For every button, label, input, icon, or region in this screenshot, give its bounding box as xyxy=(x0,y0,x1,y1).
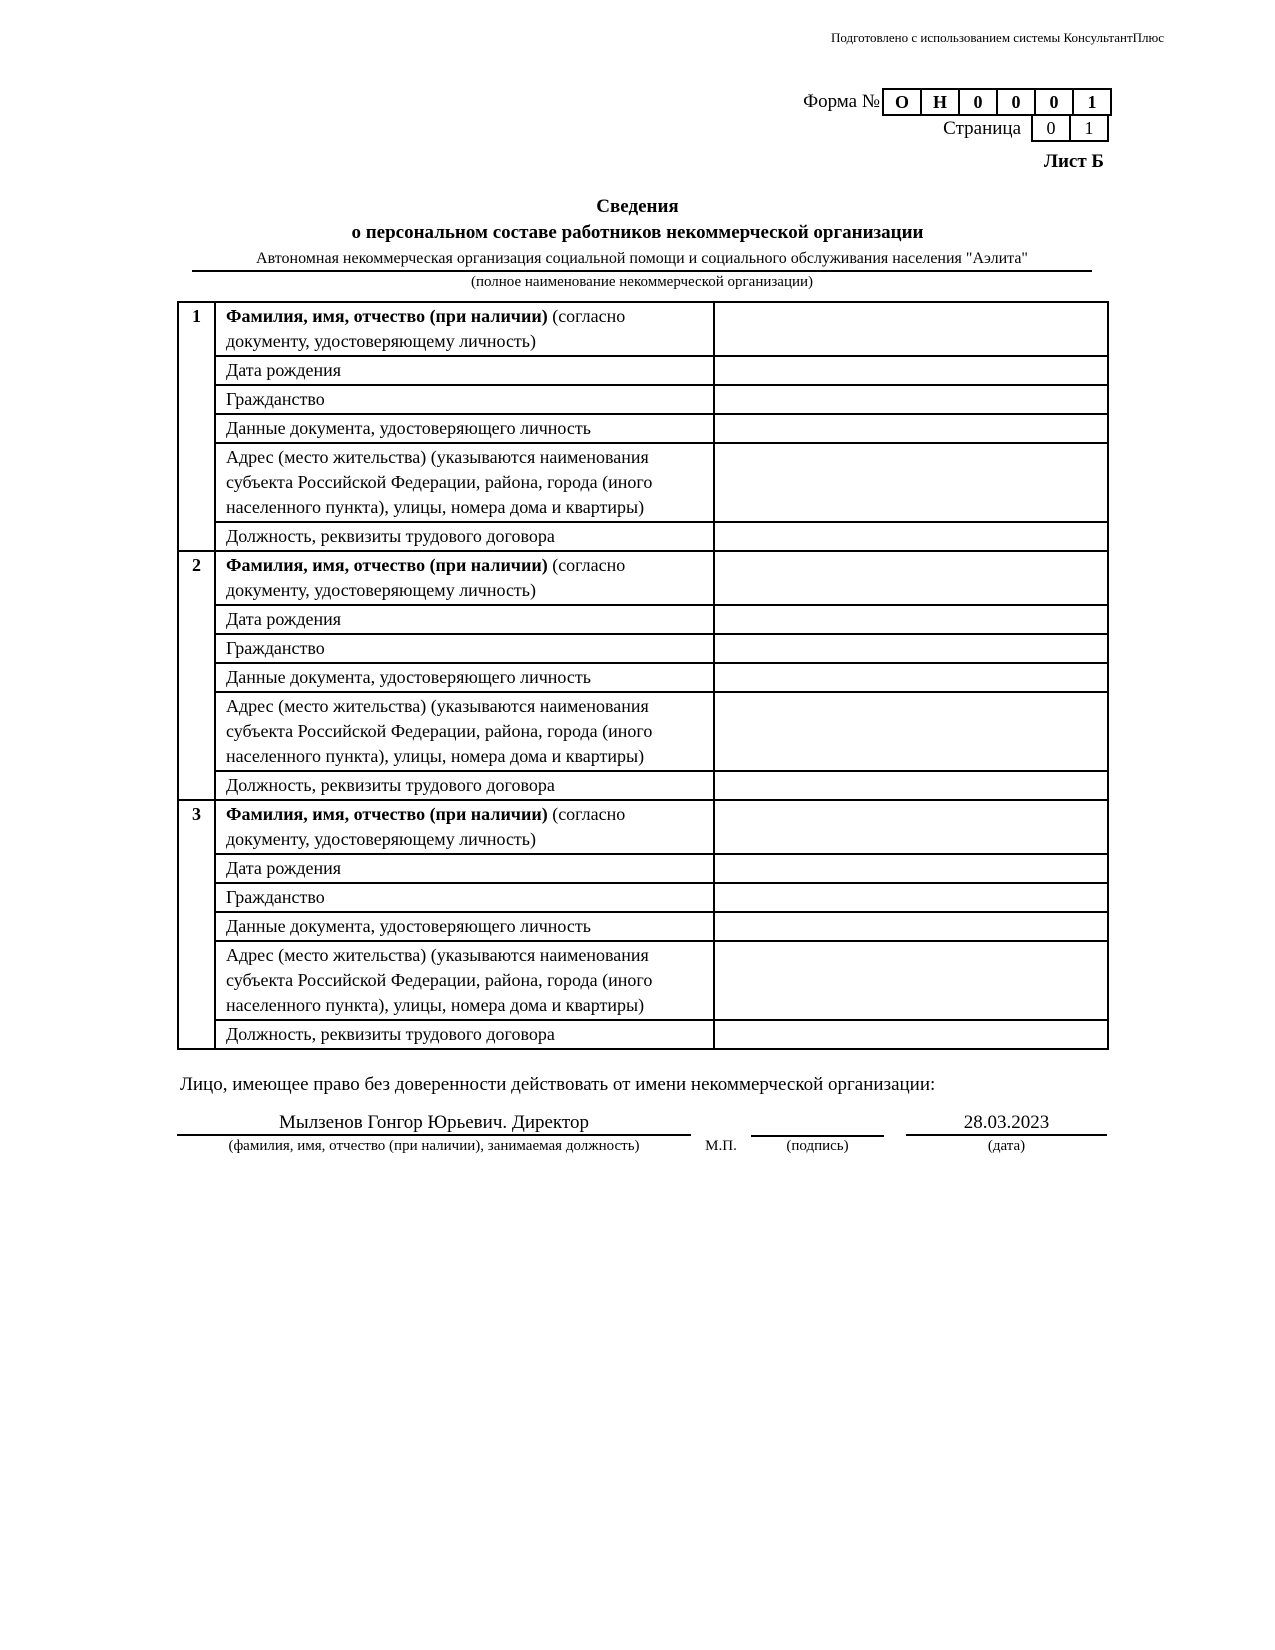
field-value-id-document[interactable] xyxy=(714,912,1108,941)
person-number: 3 xyxy=(178,800,215,1049)
field-label-position: Должность, реквизиты трудового договора xyxy=(215,522,714,551)
field-value-fio[interactable] xyxy=(714,551,1108,605)
document-title: Сведения xyxy=(596,196,679,217)
person-3-row xyxy=(178,854,1108,883)
form-code-char: О xyxy=(883,89,921,115)
field-label-address: Адрес (место жительства) (указываются наименования субъекта Российской Федерации, района, города (иного населенного пункта), улицы, номера дома и квартиры) xyxy=(215,443,714,522)
field-label-citizenship: Гражданство xyxy=(215,385,714,414)
person-1-row xyxy=(178,414,1108,443)
personnel-table xyxy=(177,301,1109,1050)
signatory-caption: (фамилия, имя, отчество (при наличии), занимаемая должность) xyxy=(228,1138,640,1154)
field-label-id-document: Данные документа, удостоверяющего личность xyxy=(215,663,714,692)
form-code-boxes xyxy=(882,88,1112,116)
person-1-row xyxy=(178,443,1108,522)
page-digit: 1 xyxy=(1070,115,1108,141)
person-number: 2 xyxy=(178,551,215,800)
person-1-row xyxy=(178,522,1108,551)
field-label-fio xyxy=(215,800,714,854)
field-label-citizenship: Гражданство xyxy=(215,883,714,912)
field-label-id-document: Данные документа, удостоверяющего личность xyxy=(215,414,714,443)
person-number: 1 xyxy=(178,302,215,551)
person-3-row xyxy=(178,941,1108,1020)
field-value-citizenship[interactable] xyxy=(714,883,1108,912)
field-value-address[interactable] xyxy=(714,443,1108,522)
person-2-row xyxy=(178,663,1108,692)
person-2-row xyxy=(178,634,1108,663)
person-3-row xyxy=(178,883,1108,912)
field-value-id-document[interactable] xyxy=(714,663,1108,692)
form-code-char: 0 xyxy=(1035,89,1073,115)
person-3-row xyxy=(178,1020,1108,1049)
field-label-position: Должность, реквизиты трудового договора xyxy=(215,1020,714,1049)
person-1-row xyxy=(178,385,1108,414)
organization-name-caption: (полное наименование некоммерческой организации) xyxy=(470,274,814,290)
person-3-row xyxy=(178,800,1108,854)
sheet-label: Лист Б xyxy=(1043,151,1104,172)
person-3-row xyxy=(178,912,1108,941)
person-2-row xyxy=(178,692,1108,771)
field-label-birth-date: Дата рождения xyxy=(215,356,714,385)
field-label-citizenship: Гражданство xyxy=(215,634,714,663)
field-value-position[interactable] xyxy=(714,771,1108,800)
field-value-birth-date[interactable] xyxy=(714,605,1108,634)
form-number-label: Форма № xyxy=(803,91,880,112)
field-value-address[interactable] xyxy=(714,692,1108,771)
date-caption: (дата) xyxy=(987,1138,1026,1154)
person-1-row xyxy=(178,356,1108,385)
field-value-citizenship[interactable] xyxy=(714,634,1108,663)
signature-date: 28.03.2023 xyxy=(906,1112,1107,1136)
fio-label-bold: Фамилия, имя, отчество (при наличии) xyxy=(226,804,548,824)
signature-line xyxy=(751,1112,884,1137)
fio-label-note: (согласно документу, удостоверяющему личность) xyxy=(226,306,626,351)
signatory-intro: Лицо, имеющее право без доверенности действовать от имени некоммерческой организации: xyxy=(180,1074,936,1095)
field-label-birth-date: Дата рождения xyxy=(215,854,714,883)
field-value-fio[interactable] xyxy=(714,302,1108,356)
person-2-row xyxy=(178,605,1108,634)
form-code-char: 0 xyxy=(997,89,1035,115)
field-value-fio[interactable] xyxy=(714,800,1108,854)
document-subtitle: о персональном составе работников некоммерческой организации xyxy=(351,222,924,243)
field-value-position[interactable] xyxy=(714,1020,1108,1049)
form-code-char: 0 xyxy=(959,89,997,115)
fio-label-bold: Фамилия, имя, отчество (при наличии) xyxy=(226,555,548,575)
field-value-address[interactable] xyxy=(714,941,1108,1020)
organization-name: Автономная некоммерческая организация социальной помощи и социального обслуживания населения "Аэлита" xyxy=(192,250,1092,272)
person-2-row xyxy=(178,551,1108,605)
field-value-birth-date[interactable] xyxy=(714,356,1108,385)
person-2-row xyxy=(178,771,1108,800)
field-value-position[interactable] xyxy=(714,522,1108,551)
signature-caption: (подпись) xyxy=(786,1138,849,1154)
person-1-row xyxy=(178,302,1108,356)
page-label: Страница xyxy=(943,118,1021,139)
field-value-id-document[interactable] xyxy=(714,414,1108,443)
form-code-char: 1 xyxy=(1073,89,1111,115)
fio-label-bold: Фамилия, имя, отчество (при наличии) xyxy=(226,306,548,326)
field-label-address: Адрес (место жительства) (указываются наименования субъекта Российской Федерации, района, города (иного населенного пункта), улицы, номера дома и квартиры) xyxy=(215,692,714,771)
field-label-birth-date: Дата рождения xyxy=(215,605,714,634)
form-code-char: Н xyxy=(921,89,959,115)
field-label-position: Должность, реквизиты трудового договора xyxy=(215,771,714,800)
field-label-fio xyxy=(215,302,714,356)
page-digit: 0 xyxy=(1032,115,1070,141)
field-value-birth-date[interactable] xyxy=(714,854,1108,883)
field-label-fio xyxy=(215,551,714,605)
signatory-name: Мылзенов Гонгор Юрьевич. Директор xyxy=(177,1112,691,1136)
consultant-plus-note: Подготовлено с использованием системы КонсультантПлюс xyxy=(830,30,1164,45)
page-number-boxes xyxy=(1031,114,1109,142)
field-label-address: Адрес (место жительства) (указываются наименования субъекта Российской Федерации, района, города (иного населенного пункта), улицы, номера дома и квартиры) xyxy=(215,941,714,1020)
fio-label-note: (согласно документу, удостоверяющему личность) xyxy=(226,555,626,600)
stamp-place-label: М.П. xyxy=(705,1138,737,1154)
field-value-citizenship[interactable] xyxy=(714,385,1108,414)
field-label-id-document: Данные документа, удостоверяющего личность xyxy=(215,912,714,941)
fio-label-note: (согласно документу, удостоверяющему личность) xyxy=(226,804,626,849)
